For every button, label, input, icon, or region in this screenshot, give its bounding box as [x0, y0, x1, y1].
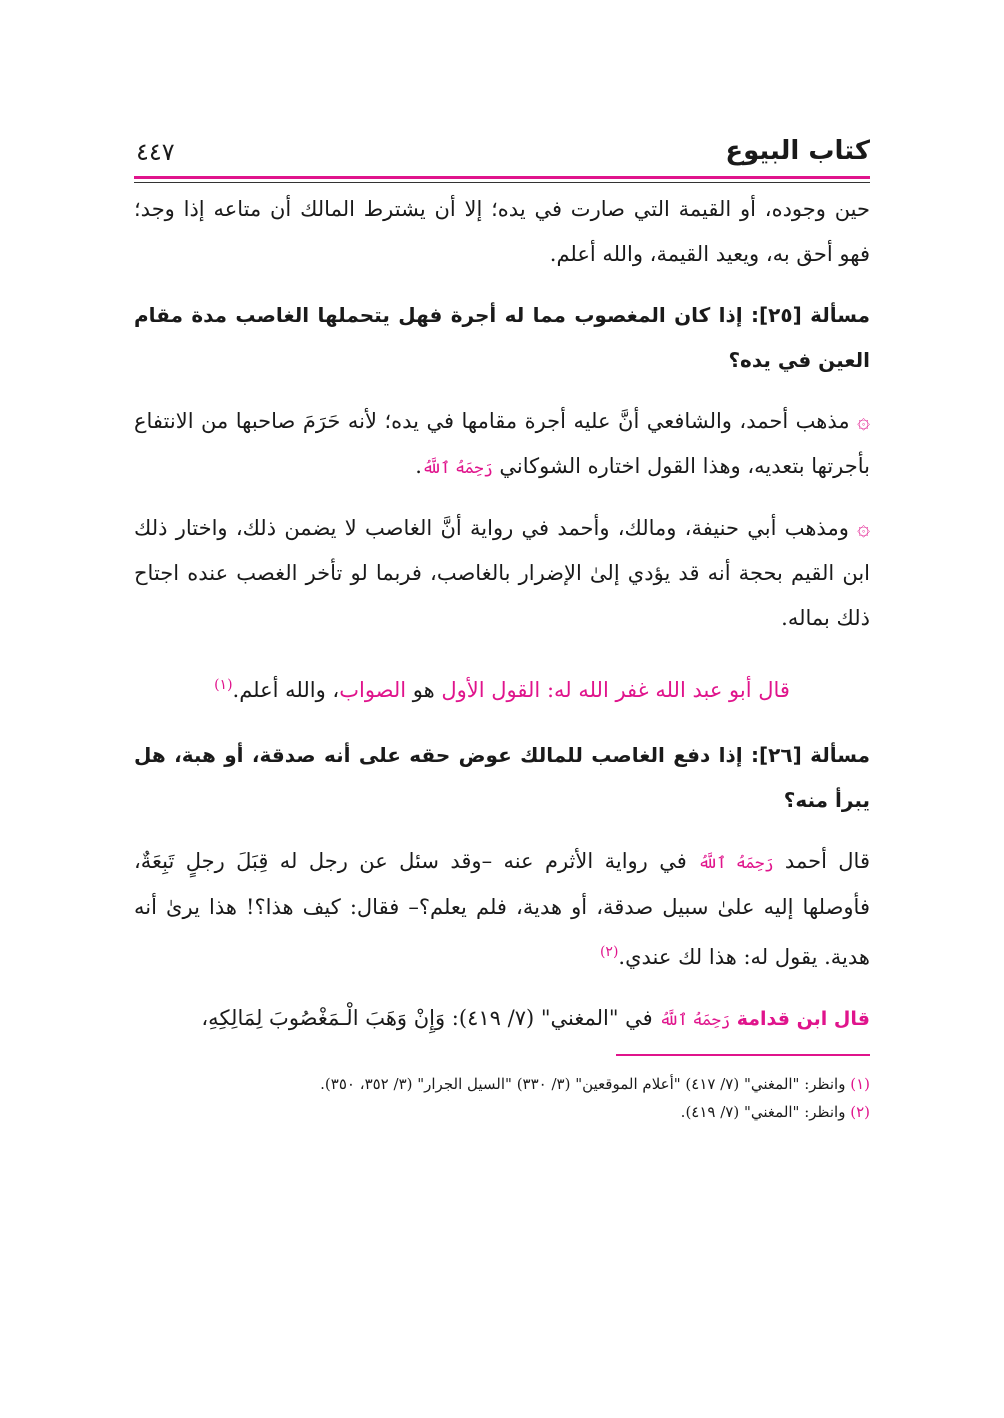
running-header: [134, 120, 870, 166]
conclusion-first-opinion: القول الأول: [441, 678, 541, 702]
paragraph-3: [134, 506, 870, 641]
honorific: رَحِمَهُ ٱللَّهُ: [421, 458, 493, 477]
page: [134, 120, 870, 1126]
conclusion-correct: الصواب: [339, 678, 407, 702]
footnote-number: (٢): [850, 1103, 870, 1121]
footnote-ref-2[interactable]: (٢): [599, 944, 619, 960]
flower-icon: ۞: [857, 516, 870, 541]
paragraph-5-text: في "المغني" (٧/ ٤١٩): وَإِنْ وَهَبَ الْـمَغْصُوبَ لِمَالِكِهِ،: [201, 1006, 660, 1030]
question-25-heading: [134, 293, 870, 383]
footnote-2: [134, 1098, 870, 1126]
question-26-text: إذا دفع الغاصب للمالك عوض حقه على أنه صدقة، أو هبة، هل يبرأ منه؟: [134, 743, 870, 812]
page-number: ٤٤٧: [136, 138, 175, 166]
conclusion-end: ، والله أعلم.: [232, 678, 340, 702]
honorific: رَحِمَهُ ٱللَّهُ: [659, 1010, 731, 1029]
conclusion-prefix: قال أبو عبد الله غفر الله له:: [540, 678, 790, 702]
paragraph-2-end: .: [415, 454, 422, 478]
flower-icon: ۞: [857, 409, 870, 434]
paragraph-2: [134, 399, 870, 490]
ibn-qudama-label: قال ابن قدامة: [730, 1008, 870, 1030]
paragraph-2-text: مذهب أحمد، والشافعي أنَّ عليه أجرة مقامها في يده؛ لأنه حَرَمَ صاحبها من الانتفاع بأجرتها بتعديه، وهذا القول اختاره الشوكاني: [134, 409, 870, 478]
paragraph-3-text: ومذهب أبي حنيفة، ومالك، وأحمد في رواية أنَّ الغاصب لا يضمن ذلك، واختار ذلك ابن القيم بحجة أنه قد يؤدي إلىٰ الإضرار بالغاصب، فربما لو تأخر الغصب عنده اجتاح ذلك بماله.: [134, 516, 870, 630]
footnote-number: (١): [850, 1075, 870, 1093]
footnote-1: [134, 1070, 870, 1098]
footnote-text: وانظر: "المغني" (٧/ ٤١٩).: [680, 1103, 851, 1121]
paragraph-4-text: في رواية الأثرم عنه –وقد سئل عن رجل له قِبَلَ رجلٍ تَبِعَةٌ، فأوصلها إليه علىٰ سبيل صدقة، أو هدية، فلم يعلم؟– فقال: كيف هذا؟! هذا يرىٰ أنه هدية. يقول له: هذا لك عندي.: [134, 849, 870, 969]
footnote-text: وانظر: "المغني" (٧/ ٤١٧) "أعلام الموقعين" (٣/ ٣٣٠) "السيل الجرار" (٣/ ٣٥٢، ٣٥٠).: [320, 1075, 851, 1093]
footnote-ref-1[interactable]: (١): [214, 677, 233, 693]
question-26-label: مسألة [٢٦]:: [751, 743, 870, 767]
paragraph-4: [134, 839, 870, 980]
author-conclusion: [134, 663, 870, 713]
honorific: رَحِمَهُ ٱللَّهُ: [698, 853, 774, 872]
question-26-heading: [134, 733, 870, 823]
paragraph-1: حين وجوده، أو القيمة التي صارت في يده؛ إلا أن يشترط المالك أن متاعه إذا وجد؛ فهو أحق به، ويعيد القيمة، والله أعلم.: [134, 197, 870, 266]
question-25-label: مسألة [٢٥]:: [751, 303, 870, 327]
footnote-separator: [616, 1054, 870, 1056]
question-25-text: إذا كان المغصوب مما له أجرة فهل يتحملها الغاصب مدة مقام العين في يده؟: [134, 303, 870, 372]
paragraph-4-start: قال أحمد: [773, 849, 870, 873]
header-title: كتاب البيوع: [725, 136, 870, 166]
conclusion-mid: هو: [406, 678, 442, 702]
footnotes: [134, 1070, 870, 1126]
header-rule-dark: [134, 182, 870, 183]
paragraph-5: [134, 996, 870, 1042]
